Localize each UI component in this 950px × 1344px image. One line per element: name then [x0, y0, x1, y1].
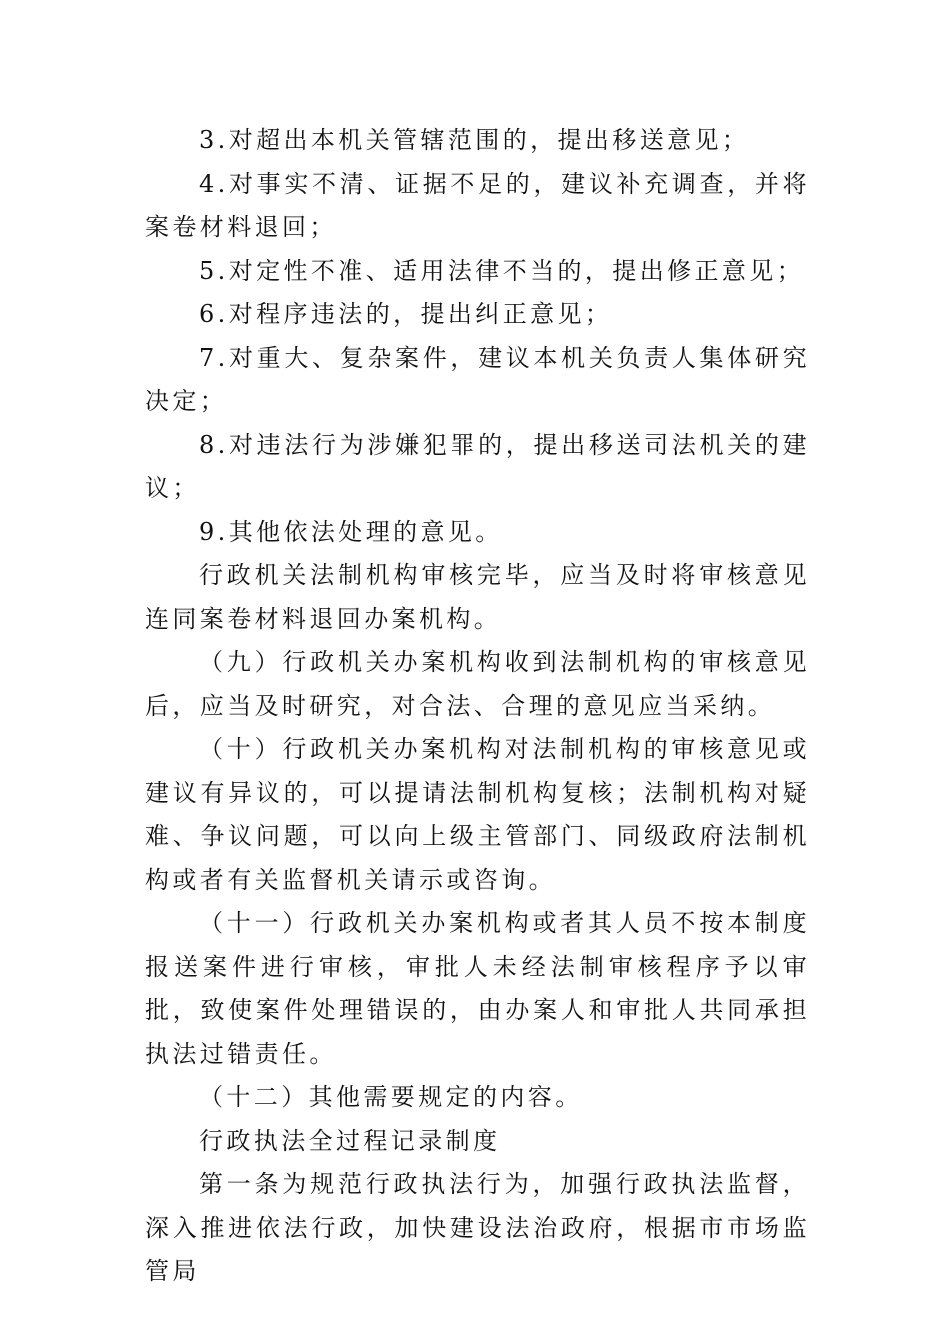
paragraph-item-8: 8.对违法行为涉嫌犯罪的，提出移送司法机关的建议；	[145, 430, 810, 502]
paragraph-clause-12: （十二）其他需要规定的内容。	[199, 1083, 583, 1111]
paragraph-item-4: 4.对事实不清、证据不足的，建议补充调查，并将案卷材料退回；	[145, 169, 810, 241]
paragraph-clause-9: （九）行政机关办案机构收到法制机构的审核意见后，应当及时研究，对合法、合理的意见应当采纳。	[145, 648, 810, 720]
paragraph-clause-10: （十）行政机关办案机构对法制机构的审核意见或建议有异议的，可以提请法制机构复核；法制机构对疑难、争议问题，可以向上级主管部门、同级政府法制机构或者有关监督机关请示或咨询。	[145, 735, 810, 894]
paragraph-review-complete: 行政机关法制机构审核完毕，应当及时将审核意见连同案卷材料退回办案机构。	[145, 561, 810, 633]
paragraph-item-3: 3.对超出本机关管辖范围的，提出移送意见；	[199, 126, 750, 154]
section-heading: 行政执法全过程记录制度	[199, 1126, 501, 1155]
paragraph-item-5: 5.对定性不准、适用法律不当的，提出修正意见；	[199, 256, 805, 285]
paragraph-item-9: 9.其他依法处理的意见。	[199, 517, 503, 546]
document-body	[145, 119, 810, 1294]
paragraph-clause-11: （十一）行政机关办案机构或者其人员不按本制度报送案件进行审核，审批人未经法制审核程序予以审批，致使案件处理错误的，由办案人和审批人共同承担执法过错责任。	[145, 909, 810, 1068]
paragraph-article-1: 第一条为规范行政执法行为，加强行政执法监督，深入推进依法行政，加快建设法治政府，根据市市场监管局	[145, 1170, 810, 1285]
paragraph-item-7: 7.对重大、复杂案件，建议本机关负责人集体研究决定；	[145, 343, 810, 415]
paragraph-item-6: 6.对程序违法的，提出纠正意见；	[199, 300, 613, 328]
